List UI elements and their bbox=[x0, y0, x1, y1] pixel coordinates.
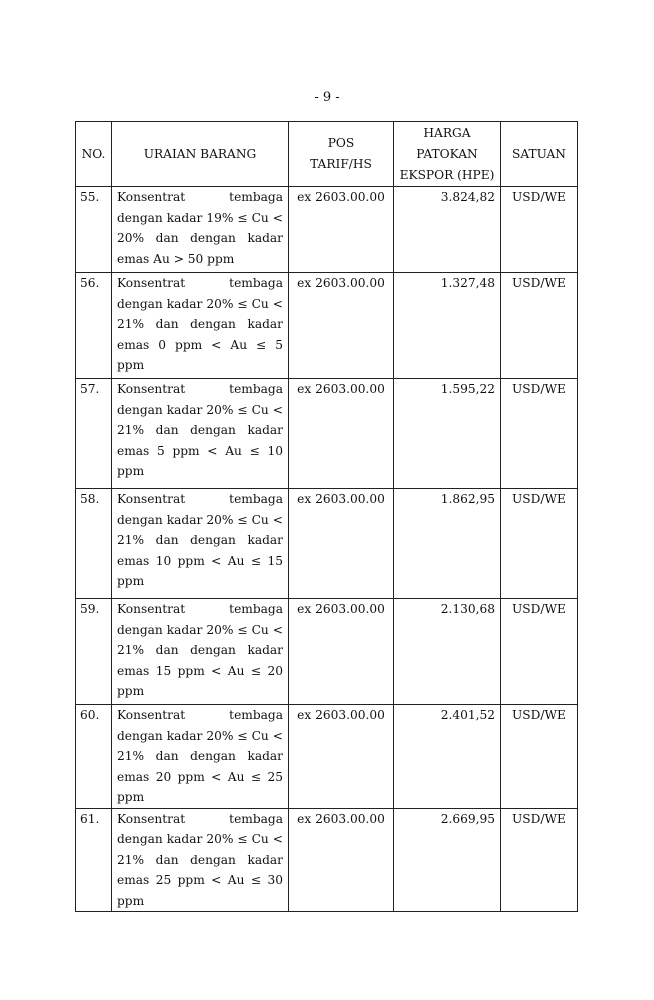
header-pos-line: TARIF/HS bbox=[310, 157, 372, 171]
description-line: ppm bbox=[117, 358, 145, 372]
description-line: Konsentrat tembaga bbox=[117, 708, 283, 722]
row-satuan: USD/WE bbox=[501, 379, 578, 489]
description-line: Konsentrat tembaga bbox=[117, 492, 283, 506]
row-satuan: USD/WE bbox=[501, 273, 578, 379]
row-pos-tarif: ex 2603.00.00 bbox=[289, 808, 394, 912]
description-line: 21% dan dengan kadar bbox=[117, 852, 283, 867]
row-satuan: USD/WE bbox=[501, 187, 578, 273]
table-row bbox=[76, 705, 578, 809]
row-description bbox=[112, 489, 289, 599]
description-line: emas 5 ppm < Au ≤ 10 bbox=[117, 443, 283, 458]
description-line: Konsentrat tembaga bbox=[117, 382, 283, 396]
header-satuan: SATUAN bbox=[501, 122, 578, 187]
page-number: - 9 - bbox=[314, 90, 340, 105]
description-line: 21% dan dengan kadar bbox=[117, 643, 283, 657]
row-description bbox=[112, 808, 289, 912]
row-hpe: 2.669,95 bbox=[394, 808, 501, 912]
row-satuan: USD/WE bbox=[501, 808, 578, 912]
row-hpe: 1.327,48 bbox=[394, 273, 501, 379]
description-line: ppm bbox=[117, 464, 145, 478]
description-line: ppm bbox=[117, 893, 145, 908]
hpe-table bbox=[75, 121, 578, 912]
row-pos-tarif: ex 2603.00.00 bbox=[289, 187, 394, 273]
row-number: 58. bbox=[76, 489, 112, 599]
row-satuan: USD/WE bbox=[501, 705, 578, 809]
description-line: dengan kadar 19% ≤ Cu < bbox=[117, 210, 283, 225]
header-no: NO. bbox=[76, 122, 112, 187]
header-hpe-line: HARGA bbox=[423, 125, 471, 140]
header-hpe-line: PATOKAN bbox=[416, 146, 478, 161]
row-description bbox=[112, 187, 289, 273]
description-line: 21% dan dengan kadar bbox=[117, 423, 283, 437]
description-line: Konsentrat tembaga bbox=[117, 602, 283, 616]
row-pos-tarif: ex 2603.00.00 bbox=[289, 379, 394, 489]
description-line: dengan kadar 20% ≤ Cu < bbox=[117, 402, 283, 417]
description-line: 21% dan dengan kadar bbox=[117, 533, 283, 547]
description-line: ppm bbox=[117, 684, 145, 698]
description-line: dengan kadar 20% ≤ Cu < bbox=[117, 832, 283, 846]
description-line: 20% dan dengan kadar bbox=[117, 231, 283, 245]
description-line: dengan kadar 20% ≤ Cu < bbox=[117, 728, 283, 743]
row-number: 59. bbox=[76, 599, 112, 705]
table-row bbox=[76, 273, 578, 379]
description-line: emas Au > 50 ppm bbox=[117, 251, 235, 266]
row-description bbox=[112, 705, 289, 809]
description-line: Konsentrat tembaga bbox=[117, 276, 283, 290]
row-number: 61. bbox=[76, 808, 112, 912]
row-description bbox=[112, 273, 289, 379]
description-line: ppm bbox=[117, 574, 145, 588]
row-hpe: 2.130,68 bbox=[394, 599, 501, 705]
row-hpe: 3.824,82 bbox=[394, 187, 501, 273]
description-line: dengan kadar 20% ≤ Cu < bbox=[117, 296, 283, 311]
table-row bbox=[76, 187, 578, 273]
header-hpe-line: EKSPOR (HPE) bbox=[399, 167, 495, 182]
description-line: dengan kadar 20% ≤ Cu < bbox=[117, 512, 283, 527]
row-satuan: USD/WE bbox=[501, 489, 578, 599]
row-hpe: 2.401,52 bbox=[394, 705, 501, 809]
row-hpe: 1.595,22 bbox=[394, 379, 501, 489]
row-number: 57. bbox=[76, 379, 112, 489]
header-pos bbox=[289, 122, 394, 187]
row-satuan: USD/WE bbox=[501, 599, 578, 705]
row-description bbox=[112, 599, 289, 705]
row-hpe: 1.862,95 bbox=[394, 489, 501, 599]
table-row bbox=[76, 489, 578, 599]
table-row bbox=[76, 599, 578, 705]
description-line: emas 25 ppm < Au ≤ 30 bbox=[117, 873, 283, 887]
description-line: dengan kadar 20% ≤ Cu < bbox=[117, 622, 283, 637]
row-description bbox=[112, 379, 289, 489]
row-number: 55. bbox=[76, 187, 112, 273]
row-number: 60. bbox=[76, 705, 112, 809]
row-pos-tarif: ex 2603.00.00 bbox=[289, 489, 394, 599]
row-pos-tarif: ex 2603.00.00 bbox=[289, 599, 394, 705]
description-line: 21% dan dengan kadar bbox=[117, 317, 283, 331]
description-line: emas 20 ppm < Au ≤ 25 bbox=[117, 769, 283, 784]
row-pos-tarif: ex 2603.00.00 bbox=[289, 705, 394, 809]
description-line: emas 15 ppm < Au ≤ 20 bbox=[117, 663, 283, 678]
row-pos-tarif: ex 2603.00.00 bbox=[289, 273, 394, 379]
description-line: 21% dan dengan kadar bbox=[117, 749, 283, 763]
description-line: ppm bbox=[117, 790, 145, 804]
header-uraian: URAIAN BARANG bbox=[112, 122, 289, 187]
description-line: emas 0 ppm < Au ≤ 5 bbox=[117, 337, 283, 352]
description-line: Konsentrat tembaga bbox=[117, 811, 283, 826]
table-header-row bbox=[76, 122, 578, 187]
row-number: 56. bbox=[76, 273, 112, 379]
table-row bbox=[76, 808, 578, 912]
description-line: emas 10 ppm < Au ≤ 15 bbox=[117, 553, 283, 568]
header-pos-line: POS bbox=[327, 136, 355, 150]
table-row bbox=[76, 379, 578, 489]
header-hpe bbox=[394, 122, 501, 187]
description-line: Konsentrat tembaga bbox=[117, 190, 283, 204]
